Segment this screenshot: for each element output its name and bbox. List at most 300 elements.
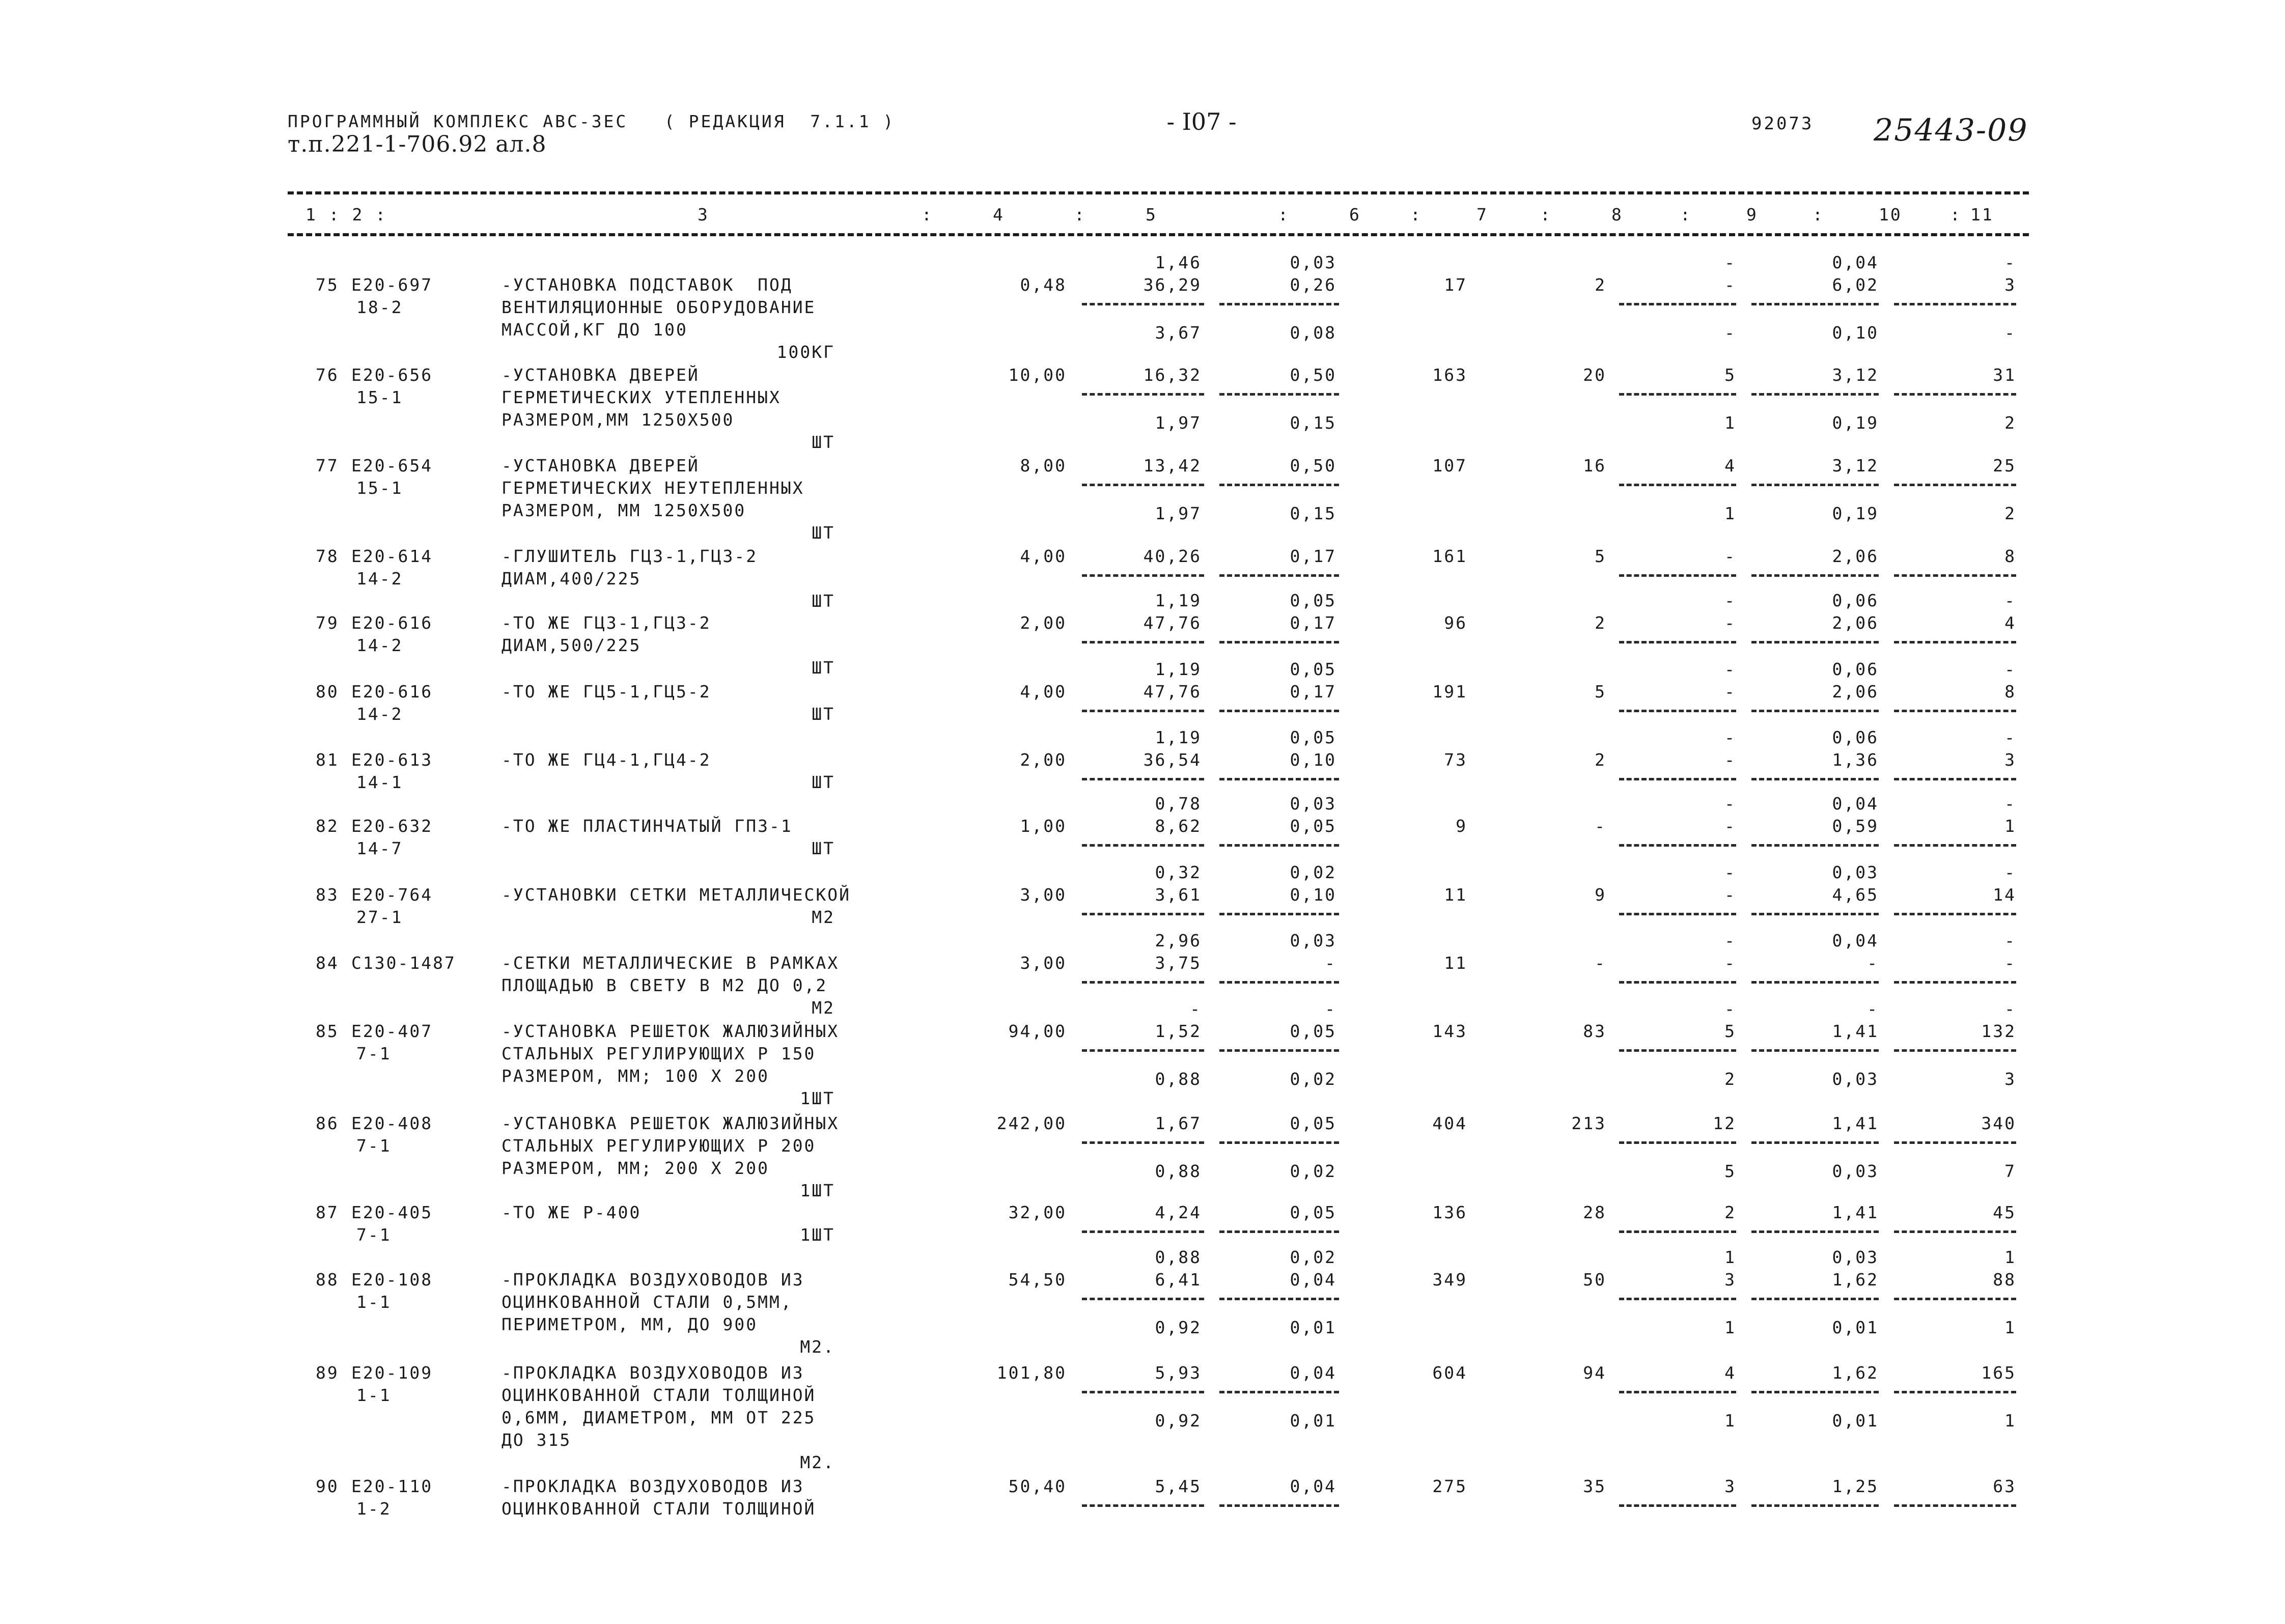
work-description: ГЕРМЕТИЧЕСКИХ НЕУТЕПЛЕННЫХ — [501, 478, 804, 498]
main-value-c9: - — [1724, 953, 1736, 973]
column-header-label: 9 — [1746, 205, 1758, 225]
main-value-c5: 5,45 — [1155, 1476, 1202, 1496]
value-separator — [1894, 303, 2016, 305]
main-value-c6: 0,50 — [1290, 456, 1336, 475]
sub-value-c5: 3,67 — [1155, 323, 1202, 343]
program-title: ПРОГРАММНЫЙ КОМПЛЕКС АВС-3ЕС ( РЕДАКЦИЯ 7.1.1 ) — [288, 111, 896, 131]
pre-value-c6: 0,05 — [1290, 591, 1336, 610]
row-number: 85 — [316, 1021, 339, 1041]
main-value-c10: 2,06 — [1832, 682, 1879, 702]
pre-value-c11: - — [2004, 999, 2016, 1019]
rate-code: Е20-654 — [351, 456, 433, 475]
sub-value-c5: 0,92 — [1155, 1318, 1202, 1337]
work-description: -УСТАНОВКА РЕШЕТОК ЖАЛЮЗИЙНЫХ — [501, 1113, 840, 1133]
value-separator — [1082, 1298, 1204, 1300]
main-value-c5: 13,42 — [1143, 456, 1202, 475]
main-value-c10: 2,06 — [1832, 613, 1879, 633]
value-separator — [1894, 710, 2016, 712]
column-header-label: 10 — [1879, 205, 1902, 225]
main-value-c9: - — [1724, 546, 1736, 566]
main-value-c8: - — [1595, 816, 1606, 836]
value-separator — [1619, 778, 1736, 780]
work-description: ГЕРМЕТИЧЕСКИХ УТЕПЛЕННЫХ — [501, 387, 781, 407]
value-separator — [1219, 1141, 1339, 1144]
value-separator — [1894, 1504, 2016, 1507]
work-description: -ТО ЖЕ Р-400 — [501, 1202, 642, 1222]
work-description: -УСТАНОВКИ СЕТКИ МЕТАЛЛИЧЕСКОЙ — [501, 885, 851, 905]
main-value-c9: - — [1724, 682, 1736, 702]
main-value-c6: 0,05 — [1290, 1113, 1336, 1133]
main-value-c5: 3,75 — [1155, 953, 1202, 973]
value-separator — [1219, 710, 1339, 712]
sub-value-c11: - — [2004, 323, 2016, 343]
rate-code: Е20-764 — [351, 885, 433, 905]
row-number: 81 — [316, 750, 339, 770]
value-separator — [1619, 1141, 1736, 1144]
pre-value-c10: 0,03 — [1832, 1247, 1879, 1267]
main-value-c11: 1 — [2004, 816, 2016, 836]
pre-value-c6: 0,05 — [1290, 727, 1336, 747]
work-description: РАЗМЕРОМ, ММ 1250Х500 — [501, 500, 746, 520]
header-rule-bottom — [288, 233, 2029, 236]
main-value-c5: 4,24 — [1155, 1202, 1202, 1222]
unit-of-measure: ШТ — [812, 432, 835, 452]
sub-value-c5: 1,97 — [1155, 413, 1202, 433]
rate-code-sub: 14-2 — [356, 569, 403, 589]
main-value-c8: 28 — [1583, 1202, 1606, 1222]
pre-value-c6: 0,03 — [1290, 931, 1336, 950]
value-separator — [1751, 1504, 1879, 1507]
sub-value-c10: 0,19 — [1832, 413, 1879, 433]
value-separator — [1619, 844, 1736, 847]
value-separator — [1219, 913, 1339, 915]
work-description: -ПРОКЛАДКА ВОЗДУХОВОДОВ ИЗ — [501, 1363, 804, 1383]
work-description: -ГЛУШИТЕЛЬ ГЦЗ-1,ГЦЗ-2 — [501, 546, 758, 566]
value-separator — [1751, 1298, 1879, 1300]
sub-value-c11: 3 — [2004, 1069, 2016, 1089]
sub-value-c11: 7 — [2004, 1161, 2016, 1181]
project-reference: т.п.221-1-706.92 ал.8 — [288, 131, 547, 157]
main-value-c6: 0,05 — [1290, 1202, 1336, 1222]
work-description: 0,6ММ, ДИАМЕТРОМ, ММ ОТ 225 — [501, 1408, 816, 1427]
value-separator — [1619, 641, 1736, 643]
main-value-c7: 107 — [1432, 456, 1467, 475]
pre-value-c10: 0,06 — [1832, 591, 1879, 610]
sub-value-c6: 0,08 — [1290, 323, 1336, 343]
unit-of-measure: ШТ — [812, 591, 835, 611]
main-value-c8: 83 — [1583, 1021, 1606, 1041]
main-value-c7: 11 — [1444, 885, 1467, 905]
value-separator — [1619, 1504, 1736, 1507]
value-separator — [1219, 844, 1339, 847]
value-separator — [1219, 1049, 1339, 1052]
pre-value-c11: - — [2004, 794, 2016, 814]
rate-code: Е20-697 — [351, 275, 433, 295]
value-separator — [1894, 484, 2016, 486]
unit-of-measure: М2. — [800, 1452, 835, 1472]
main-value-c5: 36,54 — [1143, 750, 1202, 770]
value-separator — [1219, 303, 1339, 305]
sub-value-c5: 0,92 — [1155, 1411, 1202, 1431]
quantity: 4,00 — [1020, 546, 1067, 566]
document-code: 92073 — [1751, 114, 1814, 134]
main-value-c9: 2 — [1724, 1202, 1736, 1222]
value-separator — [1751, 1391, 1879, 1393]
work-description: -ТО ЖЕ ГЦ4-1,ГЦ4-2 — [501, 750, 711, 770]
rate-code: С130-1487 — [351, 953, 456, 973]
rate-code: Е20-656 — [351, 365, 433, 385]
unit-of-measure: 1ШТ — [800, 1088, 835, 1108]
unit-of-measure: ШТ — [812, 772, 835, 792]
value-separator — [1082, 778, 1204, 780]
page-number: - I07 - — [1166, 108, 1237, 135]
value-separator — [1751, 710, 1879, 712]
unit-of-measure: ШТ — [812, 838, 835, 858]
main-value-c11: 3 — [2004, 275, 2016, 295]
value-separator — [1619, 484, 1736, 486]
pre-value-c9: - — [1724, 659, 1736, 679]
main-value-c10: 1,41 — [1832, 1021, 1879, 1041]
main-value-c10: - — [1867, 953, 1879, 973]
rate-code-sub: 7-1 — [356, 1044, 392, 1063]
sub-value-c6: 0,02 — [1290, 1069, 1336, 1089]
main-value-c10: 1,41 — [1832, 1202, 1879, 1222]
main-value-c8: 2 — [1595, 613, 1606, 633]
rate-code: Е20-110 — [351, 1476, 433, 1496]
value-separator — [1082, 710, 1204, 712]
work-description: -УСТАНОВКА ДВЕРЕЙ — [501, 365, 700, 385]
main-value-c5: 36,29 — [1143, 275, 1202, 295]
work-description: ДИАМ,400/225 — [501, 569, 642, 589]
column-header-label: : — [1074, 205, 1086, 225]
row-number: 88 — [316, 1270, 339, 1290]
main-value-c10: 4,65 — [1832, 885, 1879, 905]
main-value-c6: 0,10 — [1290, 750, 1336, 770]
main-value-c10: 1,62 — [1832, 1270, 1879, 1290]
main-value-c5: 6,41 — [1155, 1270, 1202, 1290]
value-separator — [1082, 641, 1204, 643]
quantity: 0,48 — [1020, 275, 1067, 295]
main-value-c6: 0,17 — [1290, 682, 1336, 702]
sub-value-c9: 2 — [1724, 1069, 1736, 1089]
column-header-label: : — [1278, 205, 1290, 225]
value-separator — [1751, 1230, 1879, 1233]
row-number: 86 — [316, 1113, 339, 1133]
rate-code: Е20-405 — [351, 1202, 433, 1222]
main-value-c10: 1,36 — [1832, 750, 1879, 770]
pre-value-c10: - — [1867, 999, 1879, 1019]
main-value-c9: - — [1724, 275, 1736, 295]
main-value-c6: 0,26 — [1290, 275, 1336, 295]
main-value-c8: 94 — [1583, 1363, 1606, 1383]
pre-value-c10: 0,04 — [1832, 253, 1879, 272]
main-value-c10: 3,12 — [1832, 456, 1879, 475]
main-value-c7: 191 — [1432, 682, 1467, 702]
value-separator — [1751, 913, 1879, 915]
quantity: 4,00 — [1020, 682, 1067, 702]
quantity: 8,00 — [1020, 456, 1067, 475]
unit-of-measure: ШТ — [812, 523, 835, 543]
pre-value-c11: 1 — [2004, 1247, 2016, 1267]
pre-value-c5: 1,19 — [1155, 727, 1202, 747]
quantity: 10,00 — [1008, 365, 1067, 385]
main-value-c7: 275 — [1432, 1476, 1467, 1496]
main-value-c6: 0,05 — [1290, 816, 1336, 836]
main-value-c5: 3,61 — [1155, 885, 1202, 905]
value-separator — [1751, 1141, 1879, 1144]
pre-value-c6: 0,02 — [1290, 862, 1336, 882]
sub-value-c10: 0,03 — [1832, 1161, 1879, 1181]
value-separator — [1219, 393, 1339, 396]
value-separator — [1219, 1391, 1339, 1393]
value-separator — [1894, 1298, 2016, 1300]
value-separator — [1619, 303, 1736, 305]
column-header-label: 11 — [1970, 205, 1994, 225]
row-number: 78 — [316, 546, 339, 566]
rate-code: Е20-632 — [351, 816, 433, 836]
sub-value-c6: 0,01 — [1290, 1318, 1336, 1337]
value-separator — [1082, 913, 1204, 915]
pre-value-c6: 0,03 — [1290, 253, 1336, 272]
column-header-label: : — [1410, 205, 1422, 225]
main-value-c7: 17 — [1444, 275, 1467, 295]
row-number: 89 — [316, 1363, 339, 1383]
main-value-c11: 14 — [1993, 885, 2016, 905]
main-value-c6: 0,10 — [1290, 885, 1336, 905]
quantity: 1,00 — [1020, 816, 1067, 836]
quantity: 50,40 — [1008, 1476, 1067, 1496]
sub-value-c5: 0,88 — [1155, 1069, 1202, 1089]
work-description: ВЕНТИЛЯЦИОННЫЕ ОБОРУДОВАНИЕ — [501, 297, 816, 317]
value-separator — [1619, 1298, 1736, 1300]
main-value-c11: 31 — [1993, 365, 2016, 385]
value-separator — [1751, 981, 1879, 984]
column-header-label: 6 — [1349, 205, 1361, 225]
work-description: -УСТАНОВКА РЕШЕТОК ЖАЛЮЗИЙНЫХ — [501, 1021, 840, 1041]
column-header-label: 5 — [1146, 205, 1157, 225]
value-separator — [1082, 1504, 1204, 1507]
value-separator — [1894, 641, 2016, 643]
value-separator — [1219, 484, 1339, 486]
main-value-c5: 47,76 — [1143, 613, 1202, 633]
main-value-c9: 5 — [1724, 365, 1736, 385]
main-value-c7: 404 — [1432, 1113, 1467, 1133]
pre-value-c10: 0,03 — [1832, 862, 1879, 882]
sub-value-c6: 0,01 — [1290, 1411, 1336, 1431]
main-value-c6: 0,04 — [1290, 1476, 1336, 1496]
unit-of-measure: М2 — [812, 907, 835, 927]
rate-code-sub: 14-1 — [356, 772, 403, 792]
main-value-c5: 5,93 — [1155, 1363, 1202, 1383]
unit-of-measure: 1ШТ — [800, 1225, 835, 1245]
main-value-c9: 12 — [1713, 1113, 1736, 1133]
main-value-c6: 0,04 — [1290, 1270, 1336, 1290]
value-separator — [1219, 1298, 1339, 1300]
pre-value-c11: - — [2004, 862, 2016, 882]
rate-code-sub: 18-2 — [356, 297, 403, 317]
work-description: -УСТАНОВКА ДВЕРЕЙ — [501, 456, 700, 475]
main-value-c9: 3 — [1724, 1476, 1736, 1496]
pre-value-c10: 0,04 — [1832, 794, 1879, 814]
main-value-c7: 73 — [1444, 750, 1467, 770]
value-separator — [1082, 303, 1204, 305]
unit-of-measure: М2. — [800, 1337, 835, 1357]
value-separator — [1082, 1141, 1204, 1144]
rate-code-sub: 27-1 — [356, 907, 403, 927]
column-header-label: 4 — [993, 205, 1005, 225]
work-description: РАЗМЕРОМ,ММ 1250Х500 — [501, 410, 735, 430]
value-separator — [1219, 778, 1339, 780]
pre-value-c10: 0,04 — [1832, 931, 1879, 950]
quantity: 32,00 — [1008, 1202, 1067, 1222]
sub-value-c6: 0,02 — [1290, 1161, 1336, 1181]
work-description: -СЕТКИ МЕТАЛЛИЧЕСКИЕ В РАМКАХ — [501, 953, 840, 973]
main-value-c10: 6,02 — [1832, 275, 1879, 295]
row-number: 76 — [316, 365, 339, 385]
pre-value-c6: 0,03 — [1290, 794, 1336, 814]
rate-code: Е20-108 — [351, 1270, 433, 1290]
main-value-c9: - — [1724, 816, 1736, 836]
rate-code-sub: 14-2 — [356, 704, 403, 724]
quantity: 94,00 — [1008, 1021, 1067, 1041]
main-value-c7: 143 — [1432, 1021, 1467, 1041]
quantity: 54,50 — [1008, 1270, 1067, 1290]
rate-code-sub: 1-1 — [356, 1292, 392, 1312]
value-separator — [1082, 484, 1204, 486]
main-value-c7: 136 — [1432, 1202, 1467, 1222]
sub-value-c6: 0,15 — [1290, 413, 1336, 433]
main-value-c7: 96 — [1444, 613, 1467, 633]
work-description: ОЦИНКОВАННОЙ СТАЛИ 0,5ММ, — [501, 1292, 793, 1312]
work-description: -ПРОКЛАДКА ВОЗДУХОВОДОВ ИЗ — [501, 1270, 804, 1290]
main-value-c11: 45 — [1993, 1202, 2016, 1222]
value-separator — [1619, 981, 1736, 984]
main-value-c9: - — [1724, 885, 1736, 905]
unit-of-measure: 100КГ — [776, 342, 835, 362]
sub-value-c9: 5 — [1724, 1161, 1736, 1181]
work-description: -ТО ЖЕ ПЛАСТИНЧАТЫЙ ГПЗ-1 — [501, 816, 793, 836]
value-separator — [1894, 981, 2016, 984]
value-separator — [1894, 393, 2016, 396]
column-header-label: : — [1540, 205, 1552, 225]
sub-value-c11: 1 — [2004, 1318, 2016, 1337]
sub-value-c11: 2 — [2004, 503, 2016, 523]
main-value-c8: 5 — [1595, 546, 1606, 566]
work-description: ДИАМ,500/225 — [501, 635, 642, 655]
main-value-c8: 20 — [1583, 365, 1606, 385]
main-value-c8: 2 — [1595, 275, 1606, 295]
rate-code: Е20-614 — [351, 546, 433, 566]
pre-value-c5: 1,19 — [1155, 591, 1202, 610]
quantity: 3,00 — [1020, 953, 1067, 973]
rate-code: Е20-407 — [351, 1021, 433, 1041]
pre-value-c9: - — [1724, 253, 1736, 272]
rate-code-sub: 1-2 — [356, 1499, 392, 1519]
main-value-c10: 1,25 — [1832, 1476, 1879, 1496]
main-value-c11: 340 — [1981, 1113, 2016, 1133]
work-description: РАЗМЕРОМ, ММ; 200 Х 200 — [501, 1158, 769, 1178]
rate-code-sub: 14-7 — [356, 838, 403, 858]
main-value-c6: 0,50 — [1290, 365, 1336, 385]
main-value-c8: 35 — [1583, 1476, 1606, 1496]
main-value-c5: 1,52 — [1155, 1021, 1202, 1041]
column-header-label: : — [922, 205, 933, 225]
main-value-c7: 9 — [1456, 816, 1467, 836]
pre-value-c6: 0,05 — [1290, 659, 1336, 679]
main-value-c11: 3 — [2004, 750, 2016, 770]
value-separator — [1894, 913, 2016, 915]
value-separator — [1619, 393, 1736, 396]
main-value-c6: 0,04 — [1290, 1363, 1336, 1383]
main-value-c6: - — [1325, 953, 1336, 973]
sub-value-c9: 1 — [1724, 1318, 1736, 1337]
sub-value-c9: - — [1724, 323, 1736, 343]
value-separator — [1619, 1230, 1736, 1233]
rate-code-sub: 14-2 — [356, 635, 403, 655]
value-separator — [1894, 1141, 2016, 1144]
work-description: ПЛОЩАДЬЮ В СВЕТУ В М2 ДО 0,2 — [501, 975, 828, 995]
work-description: -ТО ЖЕ ГЦЗ-1,ГЦЗ-2 — [501, 613, 711, 633]
work-description: ПЕРИМЕТРОМ, ММ, ДО 900 — [501, 1314, 758, 1334]
quantity: 3,00 — [1020, 885, 1067, 905]
main-value-c7: 161 — [1432, 546, 1467, 566]
pre-value-c5: 1,46 — [1155, 253, 1202, 272]
sub-value-c5: 0,88 — [1155, 1161, 1202, 1181]
value-separator — [1751, 484, 1879, 486]
pre-value-c9: 1 — [1724, 1247, 1736, 1267]
pre-value-c9: - — [1724, 931, 1736, 950]
column-header-label: 1 : 2 : — [305, 205, 387, 225]
sub-value-c9: 1 — [1724, 413, 1736, 433]
value-separator — [1082, 1391, 1204, 1393]
row-number: 75 — [316, 275, 339, 295]
value-separator — [1219, 1230, 1339, 1233]
main-value-c5: 47,76 — [1143, 682, 1202, 702]
value-separator — [1751, 641, 1879, 643]
main-value-c6: 0,17 — [1290, 546, 1336, 566]
value-separator — [1219, 574, 1339, 577]
rate-code: Е20-109 — [351, 1363, 433, 1383]
row-number: 80 — [316, 682, 339, 702]
value-separator — [1894, 574, 2016, 577]
value-separator — [1619, 1391, 1736, 1393]
sub-value-c5: 1,97 — [1155, 503, 1202, 523]
main-value-c11: 165 — [1981, 1363, 2016, 1383]
value-separator — [1751, 393, 1879, 396]
quantity: 2,00 — [1020, 750, 1067, 770]
rate-code-sub: 7-1 — [356, 1136, 392, 1156]
pre-value-c5: 1,19 — [1155, 659, 1202, 679]
work-description: -ПРОКЛАДКА ВОЗДУХОВОДОВ ИЗ — [501, 1476, 804, 1496]
value-separator — [1082, 981, 1204, 984]
value-separator — [1751, 1049, 1879, 1052]
sub-value-c9: 1 — [1724, 1411, 1736, 1431]
main-value-c11: 4 — [2004, 613, 2016, 633]
row-number: 83 — [316, 885, 339, 905]
column-header-label: 8 — [1611, 205, 1623, 225]
value-separator — [1751, 303, 1879, 305]
main-value-c8: 50 — [1583, 1270, 1606, 1290]
pre-value-c5: 0,88 — [1155, 1247, 1202, 1267]
pre-value-c11: - — [2004, 591, 2016, 610]
main-value-c9: 4 — [1724, 1363, 1736, 1383]
pre-value-c5: 2,96 — [1155, 931, 1202, 950]
unit-of-measure: М2 — [812, 998, 835, 1018]
sub-value-c11: 2 — [2004, 413, 2016, 433]
pre-value-c9: - — [1724, 999, 1736, 1019]
rate-code-sub: 15-1 — [356, 478, 403, 498]
value-separator — [1894, 1230, 2016, 1233]
